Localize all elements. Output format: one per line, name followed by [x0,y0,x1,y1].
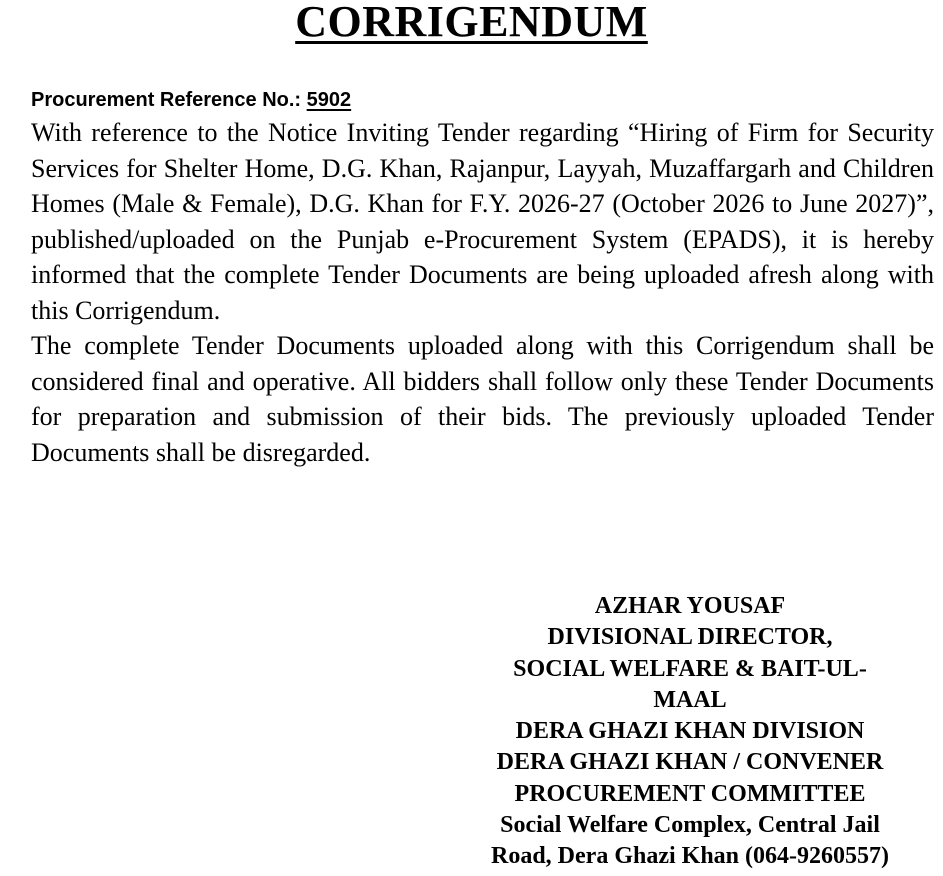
procurement-reference [31,86,351,114]
notice-paragraph-1: With reference to the Notice Inviting Tender regarding “Hiring of Firm for Security Services for Shelter Home, D.G. Khan, Rajanpur, Layyah, Muzaffargarh and Children Homes (Male & Female), D.G. Khan for F.Y. 2026-27 (October 2026 to June 2027)”, published/uploaded on the Punjab e-Procurement System (EPADS), it is hereby informed that the complete Tender Documents are being uploaded afresh along with this Corrigendum. [31,118,934,325]
signature-block [465,591,915,873]
document-title [0,0,943,50]
procurement-reference-number: 5902 [306,89,352,111]
procurement-reference-label: Procurement Reference No.: [31,89,302,111]
signatory-designation-line-3: MAAL [653,686,727,713]
signatory-address-line-2: Road, Dera Ghazi Khan (064-9260557) [491,843,889,870]
signatory-designation-line-2: SOCIAL WELFARE & BAIT-UL- [513,655,867,682]
signatory-address-line-1: Social Welfare Complex, Central Jail [500,812,880,839]
signatory-name: AZHAR YOUSAF [594,593,786,619]
signatory-role-line-2: PROCUREMENT COMMITTEE [514,780,866,807]
notice-body [31,115,934,470]
signatory-designation-line-1: DIVISIONAL DIRECTOR, [547,624,833,651]
signatory-division: DERA GHAZI KHAN DIVISION [515,718,865,745]
notice-paragraph-2: The complete Tender Documents uploaded along with this Corrigendum shall be considered final and operative. All bidders shall follow only these Tender Documents for preparation and submission of their bids. The previously uploaded Tender Documents shall be disregarded. [31,331,934,467]
signatory-role-line-1: DERA GHAZI KHAN / CONVENER [496,749,884,776]
title-text: CORRIGENDUM [295,0,648,46]
